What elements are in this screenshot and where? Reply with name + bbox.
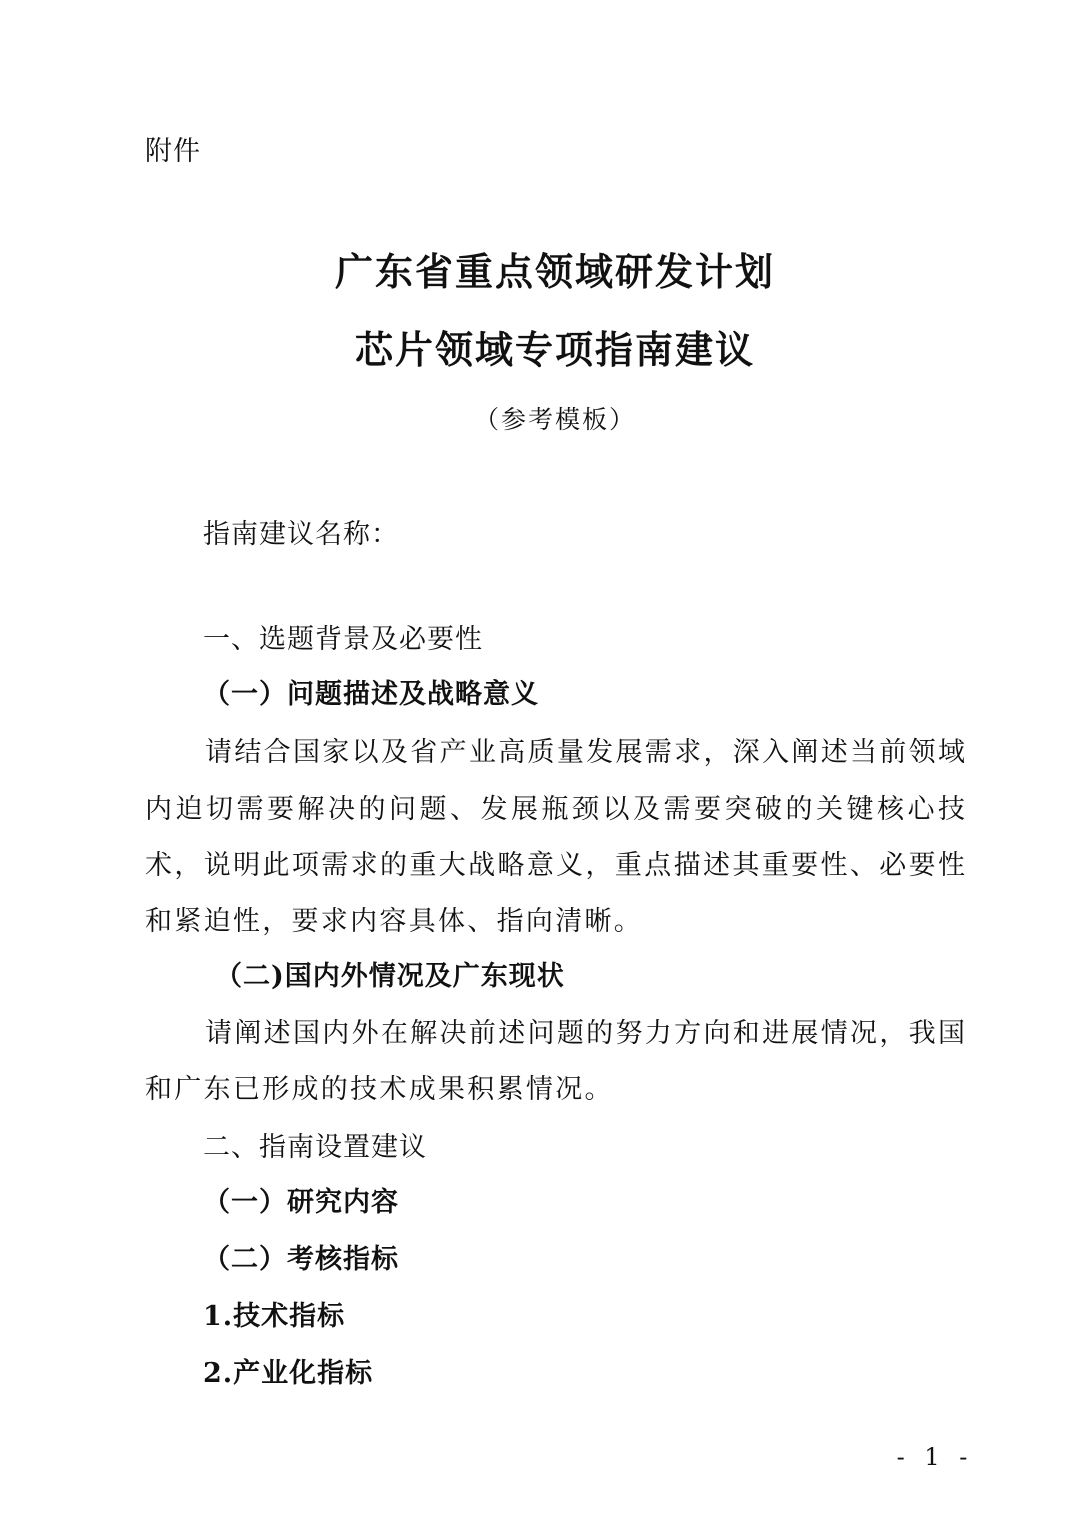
- paragraph-1-line: 内迫切需要解决的问题、发展瓶颈以及需要突破的关键核心技: [145, 794, 965, 825]
- paragraph-2-line: 请阐述国内外在解决前述问题的努力方向和进展情况，我国: [205, 1018, 965, 1049]
- section-1-sub-1-heading: （一）问题描述及战略意义: [203, 679, 539, 710]
- indicator-item: 1.技术指标: [203, 1301, 346, 1332]
- paragraph-1-line: 术，说明此项需求的重大战略意义，重点描述其重要性、必要性: [145, 850, 965, 881]
- paragraph-1-line: 和紧迫性，要求内容具体、指向清晰。: [145, 906, 644, 937]
- section-2-sub-1-heading: （一）研究内容: [203, 1187, 399, 1218]
- guide-name-label: 指南建议名称：: [203, 519, 399, 550]
- document-title-line-2: 芯片领域专项指南建议: [354, 327, 755, 372]
- section-1-sub-2-heading: （二)国内外情况及广东现状: [215, 961, 565, 992]
- indicator-item: 2.产业化指标: [203, 1358, 374, 1389]
- page-number: - 1 -: [896, 1443, 974, 1471]
- paragraph-1-line: 请结合国家以及省产业高质量发展需求，深入阐述当前领域: [205, 737, 965, 768]
- section-1-heading: 一、选题背景及必要性: [203, 624, 483, 655]
- document-title-line-1: 广东省重点领域研发计划: [334, 249, 775, 294]
- paragraph-2-line: 和广东已形成的技术成果积累情况。: [145, 1074, 614, 1105]
- attachment-label: 附件: [145, 136, 201, 167]
- document-subtitle: （参考模板）: [473, 405, 636, 434]
- section-2-heading: 二、指南设置建议: [203, 1132, 427, 1163]
- section-2-sub-2-heading: （二）考核指标: [203, 1244, 399, 1275]
